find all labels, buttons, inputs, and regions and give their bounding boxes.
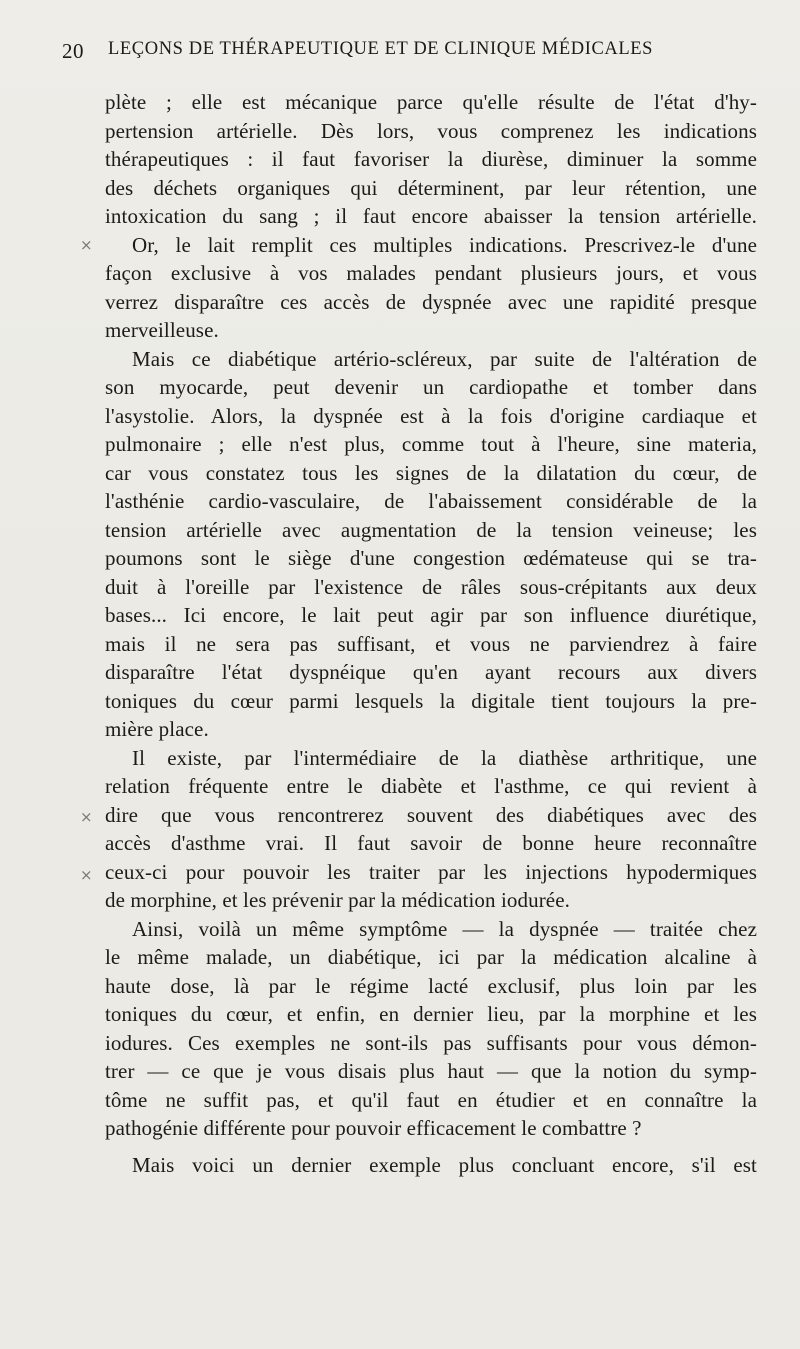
text-line: de morphine, et les prévenir par la médication iodurée. [105, 888, 570, 912]
running-title: LEÇONS DE THÉRAPEUTIQUE ET DE CLINIQUE MÉDICALES [108, 39, 654, 59]
page-header [62, 39, 752, 73]
text-line: toniques du cœur, et enfin, en dernier lieu, par la morphine et les [105, 1002, 757, 1026]
text-line: bases... Ici encore, le lait peut agir par son influence diurétique, [105, 603, 757, 627]
text-line: Il existe, par l'intermédiaire de la diathèse arthritique, une [132, 745, 757, 770]
text-line: poumons sont le siège d'une congestion œdémateuse qui se tra- [105, 546, 757, 570]
text-line: plète ; elle est mécanique parce qu'elle résulte de l'état d'hy- [105, 90, 757, 114]
text-line: intoxication du sang ; il faut encore abaisser la tension artérielle. [105, 204, 757, 228]
text-line: thérapeutiques : il faut favoriser la diurèse, diminuer la somme [105, 147, 757, 171]
text-line: car vous constatez tous les signes de la dilatation du cœur, de [105, 460, 757, 485]
body-text [105, 88, 757, 1179]
text-line: Mais voici un dernier exemple plus concluant encore, s'il est [132, 1152, 757, 1177]
text-line: pulmonaire ; elle n'est plus, comme tout à l'heure, sine materia, [105, 432, 757, 456]
text-line: duit à l'oreille par l'existence de râles sous-crépitants aux deux [105, 574, 757, 599]
text-line: l'asystolie. Alors, la dyspnée est à la fois d'origine cardiaque et [105, 403, 757, 428]
margin-mark: × [80, 236, 93, 254]
text-line: toniques du cœur parmi lesquels la digitale tient toujours la pre- [105, 688, 757, 713]
text-line: ceux-ci pour pouvoir les traiter par les injections hypodermiques [105, 859, 757, 884]
text-line: pertension artérielle. Dès lors, vous comprenez les indications [105, 118, 757, 143]
text-line: dire que vous rencontrerez souvent des diabétiques avec des [105, 802, 757, 827]
text-line: iodures. Ces exemples ne sont-ils pas suffisants pour vous démon- [105, 1030, 757, 1055]
text-line: façon exclusive à vos malades pendant plusieurs jours, et vous [105, 261, 757, 285]
text-line: tôme ne suffit pas, et qu'il faut en étudier et en connaître la [105, 1087, 757, 1112]
text-line: tension artérielle avec augmentation de la tension veineuse; les [105, 517, 757, 542]
text-line: trer — ce que je vous disais plus haut — que la notion du symp- [105, 1059, 757, 1083]
text-line: mais il ne sera pas suffisant, et vous ne parviendrez à faire [105, 631, 757, 656]
text-line: verrez disparaître ces accès de dyspnée avec une rapidité presque [105, 289, 757, 314]
text-line: l'asthénie cardio-vasculaire, de l'abaissement considérable de la [105, 489, 757, 513]
text-line: mière place. [105, 717, 209, 741]
text-line: le même malade, un diabétique, ici par la médication alcaline à [105, 945, 757, 969]
text-line: disparaître l'état dyspnéique qu'en ayant recours aux divers [105, 660, 757, 684]
text-line: des déchets organiques qui déterminent, par leur rétention, une [105, 175, 757, 200]
margin-mark: × [80, 808, 93, 826]
text-line: merveilleuse. [105, 318, 219, 342]
text-line: relation fréquente entre le diabète et l'asthme, ce qui revient à [105, 774, 757, 798]
text-line: Or, le lait remplit ces multiples indications. Prescrivez-le d'une [132, 232, 757, 257]
text-line: Ainsi, voilà un même symptôme — la dyspnée — traitée chez [132, 916, 757, 941]
text-line: pathogénie différente pour pouvoir efficacement le combattre ? [105, 1116, 642, 1140]
page-number: 20 [62, 39, 84, 63]
text-line: accès d'asthme vrai. Il faut savoir de bonne heure reconnaître [105, 831, 757, 855]
margin-mark: × [80, 866, 93, 884]
text-line: son myocarde, peut devenir un cardiopathe et tomber dans [105, 375, 757, 399]
text-line: Mais ce diabétique artério-scléreux, par suite de l'altération de [132, 346, 757, 371]
text-line: haute dose, là par le régime lacté exclusif, plus loin par les [105, 973, 757, 998]
